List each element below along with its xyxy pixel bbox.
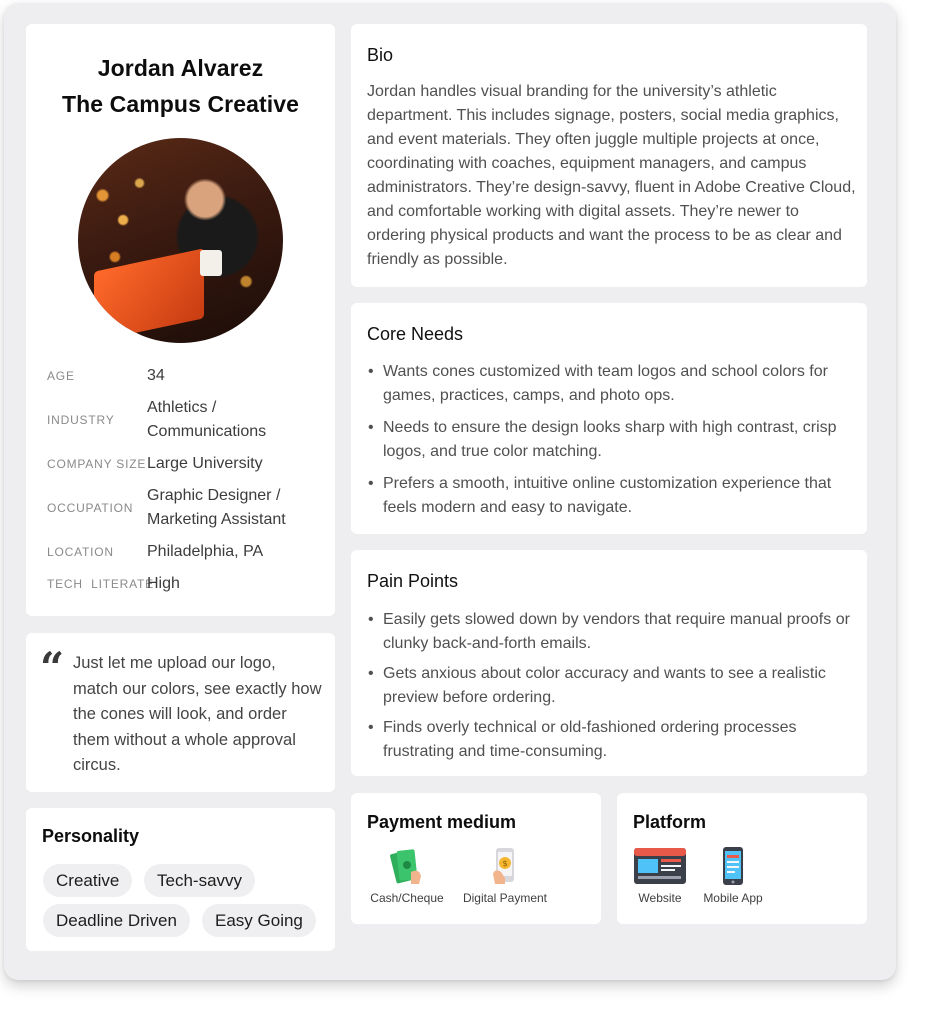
persona-role: The Campus Creative [61, 91, 300, 117]
svg-text:$: $ [502, 859, 508, 868]
fact-label: INDUSTRY [47, 413, 115, 427]
cash-icon [389, 846, 425, 886]
core-needs-list [367, 360, 852, 528]
list-item: • Wants cones customized with team logos and school colors for games, practices, camps, and photo ops. [367, 360, 852, 408]
list-item: • Prefers a smooth, intuitive online customization experience that feels modern and easy to navigate. [367, 472, 852, 520]
platform-option-label: Mobile App [703, 891, 763, 905]
list-item: • Gets anxious about color accuracy and wants to see a realistic preview before ordering. [367, 662, 852, 710]
fact-value: Philadelphia, PA [147, 543, 264, 560]
fact-value: Athletics / Communications [147, 399, 267, 440]
quote-card [26, 633, 335, 792]
quote-text: Just let me upload our logo, match our colors, see exactly how the cones will look, and order them without a whole approval circus. [73, 654, 322, 774]
fact-label: TECH LITERATE [47, 577, 154, 591]
fact-value: Large University [147, 455, 263, 472]
fact-label: COMPANY SIZE [47, 457, 147, 471]
payment-title: Payment medium [367, 812, 517, 832]
personality-card [26, 808, 335, 951]
platform-option-label: Website [638, 891, 682, 905]
bio-text: Jordan handles visual branding for the university’s athletic department. This includes signage, posters, social media graphics, and event materials. They often juggle multiple projects at once, coordinating with coaches, equipment managers, and campus administrators. They’re design-savvy, fluent in Adobe Creative Cloud, and comfortable working with digital assets. They’re newer to ordering physical products and want the process to be as clear and friendly as possible. [367, 83, 856, 268]
fact-label: OCCUPATION [47, 501, 134, 515]
payment-option-label: Cash/Cheque [370, 891, 444, 905]
payment-option-label: Digital Payment [462, 891, 548, 905]
payment-option-cash [367, 846, 447, 905]
payment-option-digital [459, 846, 551, 905]
list-item: • Easily gets slowed down by vendors that require manual proofs or clunky back-and-forth emails. [367, 608, 852, 656]
platform-option-mobile [701, 846, 765, 905]
payment-card [351, 793, 601, 924]
platform-card [617, 793, 867, 924]
browser-window-icon [633, 846, 687, 886]
bio-title: Bio [367, 45, 394, 65]
core-needs-title: Core Needs [367, 324, 464, 344]
personality-tag: Easy Going [202, 904, 316, 937]
platform-title: Platform [633, 812, 707, 832]
pain-points-card [351, 550, 867, 776]
fact-value: Graphic Designer / Marketing Assistant [147, 487, 286, 528]
mobile-phone-icon [718, 846, 748, 886]
persona-name: Jordan Alvarez [97, 55, 264, 81]
personality-tag: Tech-savvy [144, 864, 255, 897]
pain-points-list [367, 608, 852, 772]
core-needs-card [351, 303, 867, 534]
avatar-laptop [94, 248, 204, 341]
fact-label: LOCATION [47, 545, 114, 559]
pain-points-title: Pain Points [367, 571, 459, 591]
fact-label: AGE [47, 369, 75, 383]
phone-payment-icon [487, 846, 523, 886]
avatar-cup [200, 250, 222, 276]
profile-card [26, 24, 335, 616]
personality-title: Personality [42, 826, 140, 846]
fact-value: 34 [147, 367, 165, 384]
quote-mark-icon: “ [40, 643, 65, 692]
personality-tag: Creative [43, 864, 132, 897]
list-item: • Needs to ensure the design looks sharp with high contrast, crisp logos, and true color matching. [367, 416, 852, 464]
avatar [78, 138, 283, 343]
bio-card [351, 24, 867, 287]
personality-tag: Deadline Driven [43, 904, 190, 937]
list-item: • Finds overly technical or old-fashioned ordering processes frustrating and time-consuming. [367, 716, 852, 764]
platform-option-website [633, 846, 687, 905]
fact-value: High [147, 575, 180, 592]
